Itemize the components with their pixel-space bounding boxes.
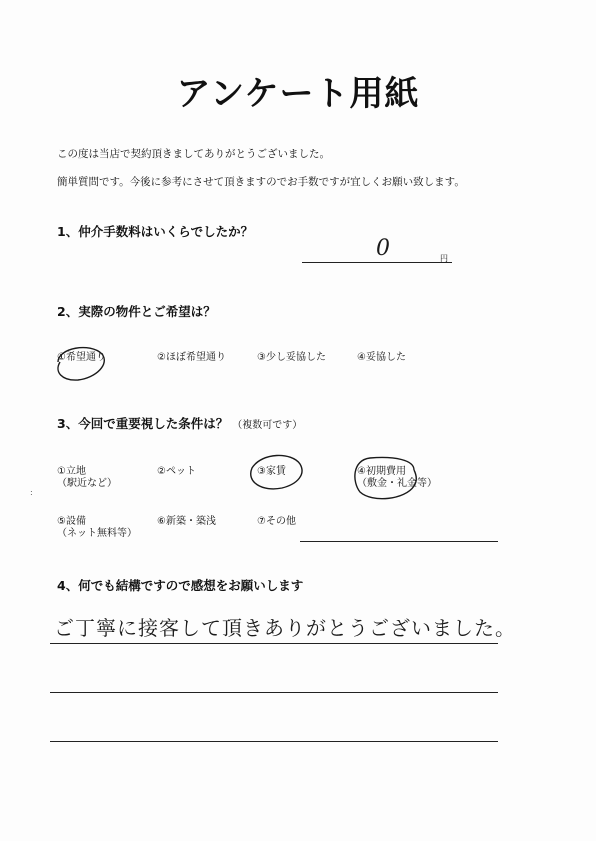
question-3-option-4-sub: （敷金・礼金等） <box>357 478 437 489</box>
page-title: アンケート用紙 <box>176 74 420 114</box>
question-3-option-5[interactable] <box>57 516 137 540</box>
question-3-option-5-label: ⑤設備 <box>57 516 86 527</box>
question-3-option-7-label: ⑦その他 <box>257 516 296 527</box>
question-3-option-1-label: ①立地 <box>57 466 86 477</box>
question-1-label: 1、仲介手数料はいくらでしたか？ <box>57 224 254 239</box>
comment-line-2[interactable] <box>50 692 498 693</box>
question-3-option-7[interactable] <box>257 516 296 528</box>
question-1-answer-line <box>302 262 452 263</box>
question-3-option-2-label: ②ペット <box>157 466 196 477</box>
question-3-option-5-sub: （ネット無料等） <box>57 528 137 539</box>
question-3-option-4[interactable] <box>357 466 437 490</box>
question-1-answer: 0 <box>376 236 390 261</box>
question-3-option-3[interactable] <box>257 466 286 478</box>
question-4-answer: ご丁寧に接客して頂きありがとうございました。 <box>54 616 516 640</box>
question-2-label: 2、実際の物件とご希望は？ <box>57 304 216 319</box>
question-3-option-3-label: ③家賃 <box>257 466 286 477</box>
question-2-option-1[interactable]: ①希望通り <box>57 352 106 363</box>
question-3-text: 3、今回で重要視した条件は？ <box>57 416 229 431</box>
question-2-option-4[interactable]: ④妥協した <box>357 352 406 363</box>
question-3-option-1-sub: （駅近など） <box>57 478 117 489</box>
question-3-option-6[interactable] <box>157 516 216 528</box>
question-4-label: 4、何でも結構ですので感想をお願いします <box>57 578 304 593</box>
margin-mark: : <box>30 488 33 497</box>
question-3-option-6-label: ⑥新築・築浅 <box>157 516 216 527</box>
question-3-option-2[interactable] <box>157 466 196 478</box>
comment-line-1[interactable] <box>50 643 498 644</box>
intro-line-2: 簡単質問です。今後に参考にさせて頂きますのでお手数ですが宜しくお願い致します。 <box>57 176 465 188</box>
question-3-option-1[interactable] <box>57 466 117 490</box>
question-2-option-2[interactable]: ②ほぼ希望通り <box>157 352 226 363</box>
question-2-option-3[interactable]: ③少し妥協した <box>257 352 326 363</box>
question-3-note: （複数可です） <box>232 420 303 431</box>
question-3-other-line <box>300 541 498 542</box>
intro-line-1: この度は当店で契約頂きましてありがとうございました。 <box>57 148 330 160</box>
question-3-label <box>57 414 302 432</box>
question-1-unit: 円 <box>440 254 448 263</box>
comment-line-3[interactable] <box>50 741 498 742</box>
question-3-option-4-label: ④初期費用 <box>357 466 406 477</box>
